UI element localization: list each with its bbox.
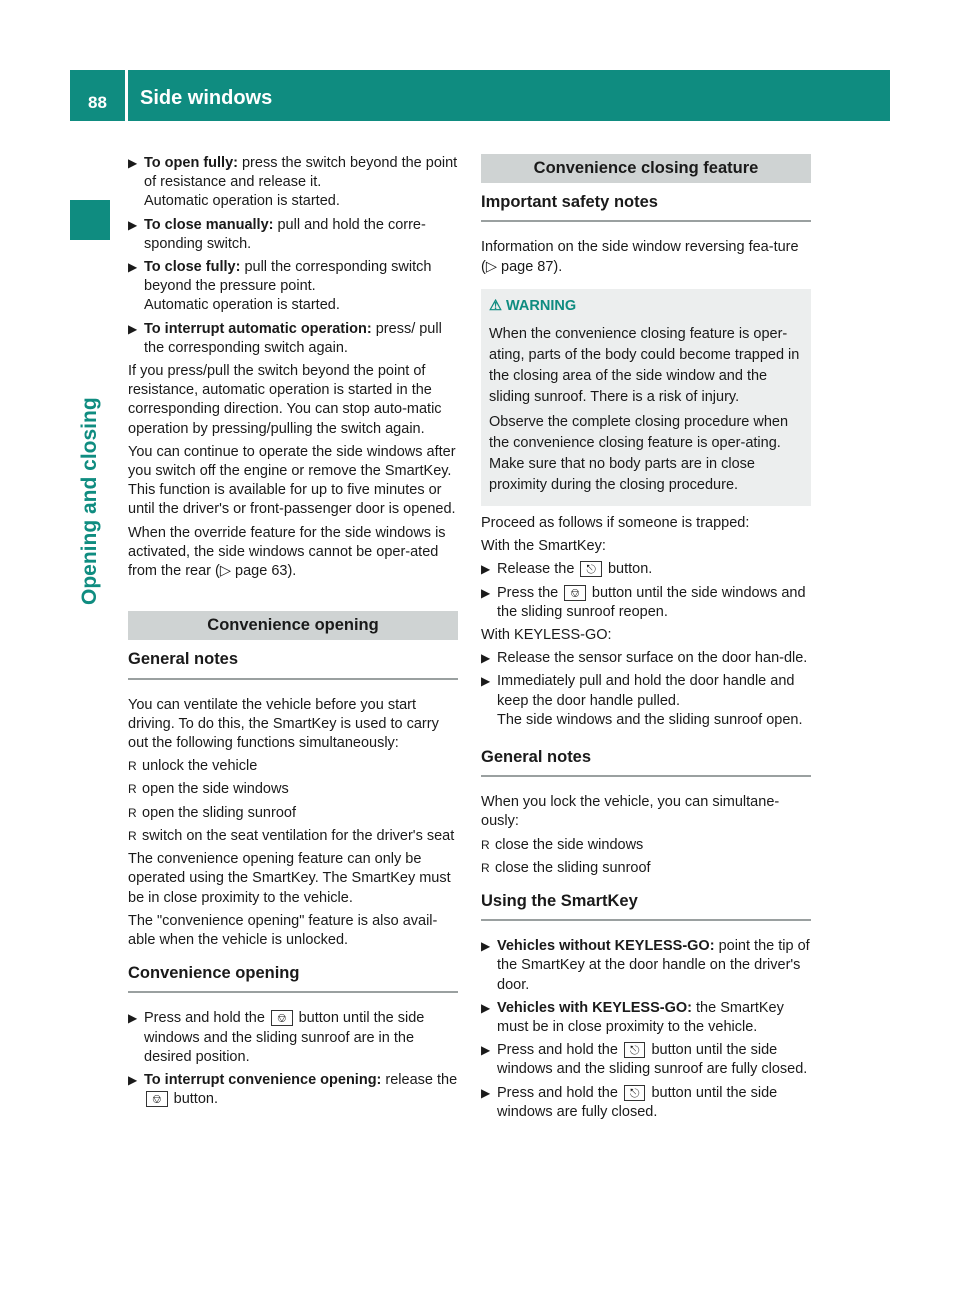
bullet-icon: R: [481, 837, 490, 852]
paragraph: With the SmartKey:: [481, 538, 606, 555]
list-item: [481, 859, 811, 878]
step-close-fully: [128, 258, 458, 316]
step-without-keyless: [481, 937, 811, 995]
arrow-icon: ▶: [128, 156, 138, 170]
arrow-icon: ▶: [481, 1043, 491, 1058]
list-item: [128, 827, 458, 846]
header-divider: [125, 70, 128, 121]
step-text: point the tip of the SmartKey at the door handle on the driver's door.: [497, 938, 810, 993]
paragraph: Proceed as follows if someone is trapped:: [481, 515, 750, 532]
step-result: The side windows and the sliding sunroof open.: [497, 711, 803, 728]
list-item-text: open the sliding sunroof: [142, 804, 296, 821]
step-result: Automatic operation is started.: [144, 297, 340, 314]
lock-icon: ⎋: [624, 1042, 646, 1058]
step-label: To close manually:: [144, 216, 274, 233]
page-header: [70, 70, 890, 121]
lock-icon: ⎋: [580, 561, 602, 577]
step-text: pull the corresponding switch beyond the pressure point.: [144, 259, 432, 295]
unlock-icon: ⎊: [564, 585, 586, 601]
section-heading: Convenience opening: [128, 611, 458, 640]
list-item: [128, 804, 458, 823]
subheading: Important safety notes: [481, 193, 811, 222]
arrow-icon: ▶: [128, 260, 138, 275]
arrow-icon: ▶: [481, 585, 491, 600]
page-title: Side windows: [140, 87, 273, 109]
lock-icon: ⎋: [624, 1085, 646, 1101]
step-text: Press and hold the: [497, 1042, 618, 1059]
step-text: press the switch beyond the point of resistance and release it.: [144, 155, 458, 191]
step-text: Press the: [497, 584, 559, 601]
arrow-icon: ▶: [481, 939, 491, 954]
bullet-icon: R: [128, 782, 137, 797]
step-open-fully: [128, 154, 458, 212]
step-text: Release the sensor surface on the door han-dle.: [497, 650, 808, 667]
chapter-marker: [70, 200, 110, 240]
arrow-icon: ▶: [481, 674, 491, 689]
step-text: Press and hold the: [144, 1010, 265, 1027]
warning-title: WARNING: [506, 297, 577, 314]
arrow-icon: ▶: [481, 1085, 491, 1100]
list-item: [128, 780, 458, 799]
step-text: the SmartKey must be in close proximity to the vehicle.: [497, 999, 784, 1036]
step-release-lock: [481, 560, 811, 579]
subheading: General notes: [481, 748, 811, 777]
step-hold-lock: [481, 1041, 811, 1079]
step-with-keyless: [481, 999, 811, 1037]
step-text: button until the side windows and the sliding sunroof reopen.: [497, 584, 806, 620]
arrow-icon: ▶: [128, 321, 138, 336]
arrow-icon: ▶: [128, 1072, 138, 1087]
step-result: Automatic operation is started.: [144, 193, 340, 210]
step-release-sensor: [481, 649, 811, 668]
paragraph: Information on the side window reversing fea-ture (▷ page 87).: [481, 239, 799, 275]
warning-header: [489, 297, 803, 316]
list-item-text: unlock the vehicle: [142, 758, 258, 775]
warning-icon: ⚠: [489, 297, 502, 314]
step-pull-handle: [481, 672, 811, 730]
paragraph: The "convenience opening" feature is also avail-able when the vehicle is unlocked.: [128, 912, 438, 948]
step-text: button.: [173, 1091, 218, 1108]
paragraph: You can continue to operate the side windows after you switch off the engine or remove the SmartKey. This function is available for up to five minutes or until the driver's or front-passenger door is opened.: [128, 443, 456, 518]
step-interrupt-opening: [128, 1071, 458, 1109]
step-text: button until the side windows are fully closed.: [497, 1084, 778, 1120]
step-text: button.: [607, 561, 653, 578]
paragraph: If you press/pull the switch beyond the point of resistance, automatic operation is started in the corresponding direction. You can stop auto-matic operation by pressing/pulling the switch again.: [128, 363, 442, 437]
step-hold-lock-windows: [481, 1084, 811, 1122]
list-item-text: switch on the seat ventilation for the driver's seat: [142, 827, 455, 844]
step-label: To interrupt convenience opening:: [144, 1071, 382, 1088]
list-item: [481, 836, 811, 855]
section-heading: Convenience closing feature: [481, 154, 811, 183]
bullet-icon: R: [128, 828, 137, 843]
warning-box: [481, 289, 811, 506]
step-text: button until the side windows and the sliding sunroof are in the desired position.: [144, 1010, 425, 1065]
subheading: Using the SmartKey: [481, 892, 811, 921]
unlock-icon: ⎊: [271, 1010, 293, 1026]
paragraph: When you lock the vehicle, you can simultane-ously:: [481, 794, 780, 830]
paragraph: The convenience opening feature can only be operated using the SmartKey. The SmartKey must be in close proximity to the vehicle.: [128, 851, 451, 906]
warning-text: Observe the complete closing procedure when the convenience closing feature is oper-ating. Make sure that no body parts are in close proximity during the closing procedure.: [489, 414, 789, 494]
bullet-icon: R: [128, 805, 137, 820]
paragraph: With KEYLESS-GO:: [481, 627, 612, 644]
step-label: Vehicles with KEYLESS-GO:: [497, 999, 692, 1016]
step-label: To interrupt automatic operation:: [144, 320, 372, 337]
step-text: Press and hold the: [497, 1084, 618, 1101]
arrow-icon: ▶: [481, 651, 491, 666]
step-label: To open fully:: [144, 155, 238, 171]
paragraph: When the override feature for the side windows is activated, the side windows cannot be oper-ated from the rear (▷ page 63).: [128, 524, 446, 580]
step-hold-unlock: [128, 1009, 458, 1067]
step-text: release the: [381, 1071, 458, 1088]
warning-text: When the convenience closing feature is oper-ating, parts of the body could become trapped in the closing area of the side window and the sliding sunroof. There is a risk of injury.: [489, 326, 800, 406]
right-column: [481, 154, 811, 1126]
step-text: press/ pull the corresponding switch again.: [144, 320, 442, 356]
step-text: Release the: [497, 561, 575, 578]
subheading: Convenience opening: [128, 964, 458, 993]
step-label: To close fully:: [144, 259, 241, 276]
step-interrupt: [128, 320, 458, 358]
page-number: 88: [88, 93, 107, 112]
step-press-unlock: [481, 584, 811, 622]
step-close-manually: [128, 216, 458, 254]
list-item-text: close the side windows: [495, 836, 644, 853]
list-item-text: open the side windows: [142, 781, 289, 798]
chapter-label: Opening and closing: [78, 397, 101, 605]
arrow-icon: ▶: [481, 1000, 491, 1015]
list-item-text: close the sliding sunroof: [495, 859, 651, 876]
step-text: button until the side windows and the sliding sunroof are fully closed.: [497, 1042, 808, 1078]
left-column: [128, 154, 458, 1113]
arrow-icon: ▶: [481, 562, 491, 577]
arrow-icon: ▶: [128, 217, 138, 232]
sidebar-strip: [70, 125, 110, 1280]
step-label: Vehicles without KEYLESS-GO:: [497, 938, 715, 955]
bullet-icon: R: [481, 860, 490, 875]
list-item: [128, 757, 458, 776]
arrow-icon: ▶: [128, 1011, 138, 1026]
step-text: Immediately pull and hold the door handle and keep the door handle pulled.: [497, 673, 795, 709]
paragraph: You can ventilate the vehicle before you start driving. To do this, the SmartKey is used to carry out the following functions simultaneously:: [128, 696, 439, 752]
bullet-icon: R: [128, 759, 137, 774]
subheading: General notes: [128, 650, 458, 679]
step-text: pull and hold the corre-sponding switch.: [144, 216, 426, 252]
unlock-icon: ⎊: [146, 1091, 168, 1107]
